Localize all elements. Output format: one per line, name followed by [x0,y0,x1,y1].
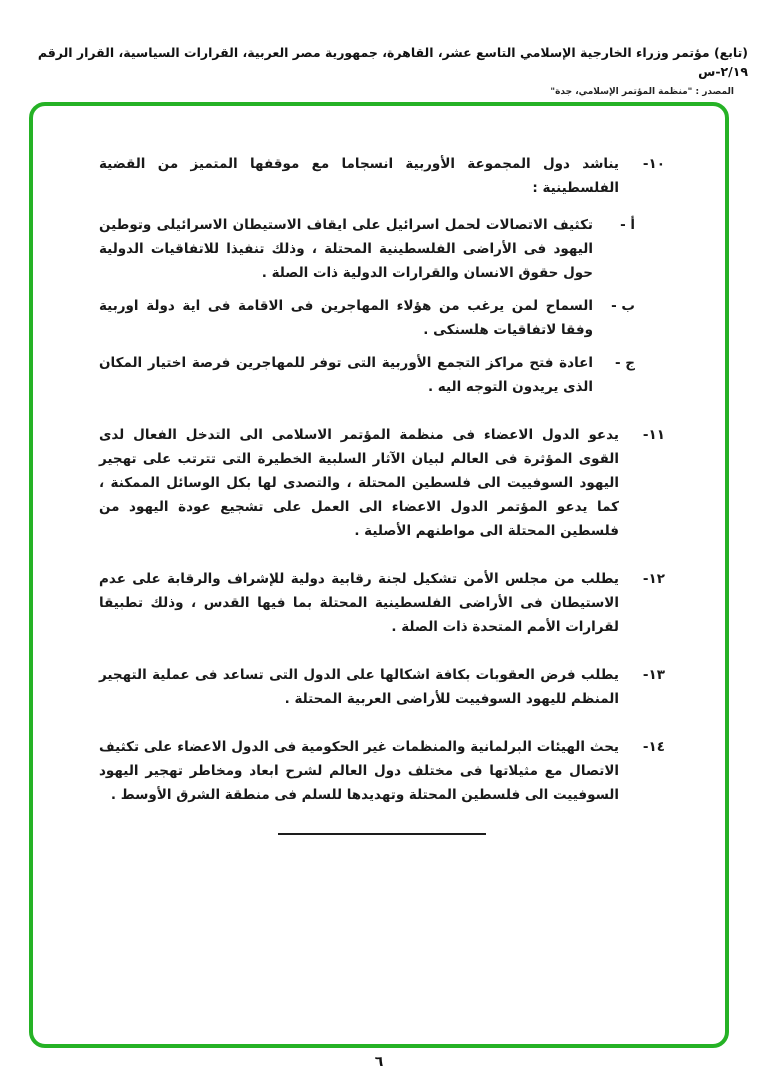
item-number: ١٣- [642,667,665,683]
header-source: المصدر : "منظمة المؤتمر الإسلامي، جدة" [550,86,734,97]
list-item-10 [99,152,665,200]
footnote-separator-line [278,833,486,835]
list-item-14 [99,735,665,807]
sub-item-text: اعادة فتح مراكز التجمع الأوربية التى توفر للمهاجرين فرصة اختيار المكان الذى يريدون التوجه اليه . [99,355,593,395]
content-border-box [29,102,729,1048]
header-title: (تابع) مؤتمر وزراء الخارجية الإسلامي التاسع عشر، القاهرة، جمهورية مصر العربية، القرارات السياسية، القرار الرقم ٢/١٩-س [37,45,748,79]
item-number: ١٤- [642,739,665,755]
sub-item-c [99,351,665,399]
sub-item-a [99,213,665,285]
item-number: ١١- [642,427,665,443]
item-text: يطلب فرض العقوبات بكافة اشكالها على الدول التى تساعد فى عملية التهجير المنظم لليهود السوفييت للأراضى العربية المحتلة . [99,667,619,707]
item-text: يناشد دول المجموعة الأوربية انسجاما مع موقفها المتميز من القضية الفلسطينية : [99,156,619,196]
sub-item-marker: ج - [614,355,635,371]
sub-item-marker: ب - [611,298,635,314]
document-body [33,106,725,835]
sub-item-b [99,294,665,342]
list-item-11 [99,423,665,543]
item-text: يطلب من مجلس الأمن تشكيل لجنة رقابية دولية للإشراف والرقابة على عدم الاستيطان فى الأراضى الفلسطينية المحتلة بما فيها القدس ، وذلك تطبيقا لقرارات الأمم المتحدة ذات الصلة . [99,571,619,635]
item-number: ١٠- [642,156,665,172]
list-item-13 [99,663,665,711]
sub-item-text: السماح لمن يرغب من هؤلاء المهاجرين فى الاقامة فى اية دولة اوربية وفقا لاتفاقيات هلسنكى . [99,298,593,338]
item-text: يحث الهيئات البرلمانية والمنظمات غير الحكومية فى الدول الاعضاء على تكثيف الاتصال مع مثيلاتها فى مختلف دول العالم لشرح ابعاد ومخاطر تهجير اليهود السوفييت الى فلسطين المحتلة وتهديدها للسلم فى منطقة الشرق الأوسط . [99,739,619,803]
list-item-12 [99,567,665,639]
document-header [0,0,758,97]
item-number: ١٢- [642,571,665,587]
page-number: ٦ [374,1054,384,1070]
item-text: يدعو الدول الاعضاء فى منظمة المؤتمر الاسلامى الى التدخل الفعال لدى القوى المؤثرة فى العالم لبيان الآثار السلبية الخطيرة التى تترتب على تهجير اليهود السوفييت الى فلسطين المحتلة ، والتصدى لها بكل الوسائل الممكنة ، كما يدعو المؤتمر الدول الاعضاء الى العمل على تشجيع عودة اليهود من فلسطين المحتلة الى مواطنهم الأصلية . [99,427,619,539]
sub-item-text: تكثيف الاتصالات لحمل اسرائيل على ايقاف الاستيطان الاسرائيلى وتوطين اليهود فى الأراضى الفلسطينية المحتلة ، وذلك تنفيذا للاتفاقيات الدولية حول حقوق الانسان والقرارات الدولية ذات الصلة . [99,217,593,281]
sub-item-marker: أ - [620,217,635,233]
